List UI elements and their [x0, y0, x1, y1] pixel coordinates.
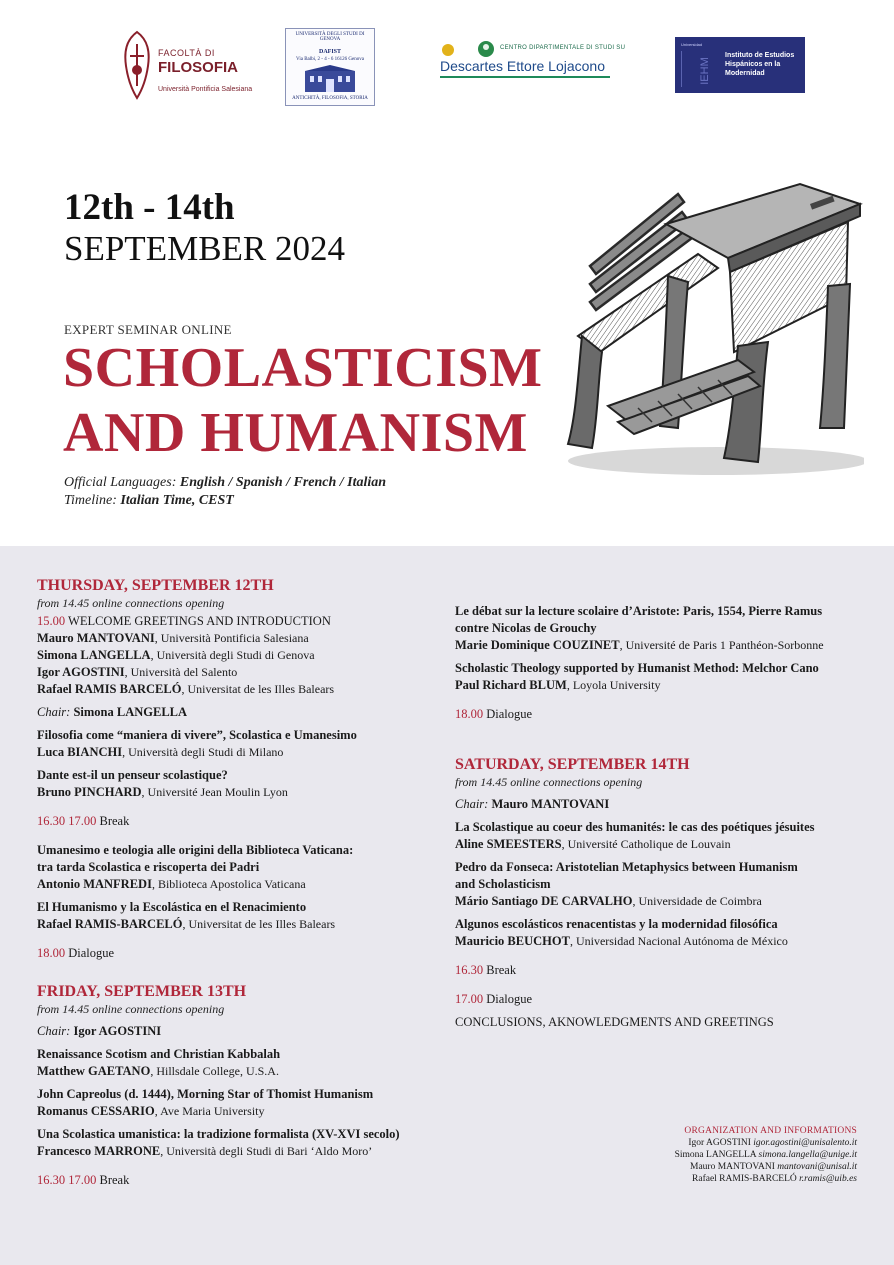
speaker-affiliation: , Università degli Studi di Genova: [150, 648, 315, 662]
talk-speaker-affiliation: , Loyola University: [566, 678, 661, 692]
thursday-dialogue: [37, 945, 447, 962]
logo4-mark-text: IEHM: [699, 57, 711, 85]
talk-speaker: [37, 1063, 447, 1080]
talk-speaker-affiliation: , Biblioteca Apostolica Vaticana: [151, 877, 306, 891]
talk-title-cont: tra tarda Scolastica e riscoperta dei Padri: [37, 860, 260, 874]
talk-speaker-name: Bruno PINCHARD: [37, 785, 142, 799]
talk-title-cont: and Scholasticism: [455, 877, 551, 891]
friday-break: [37, 1172, 447, 1189]
talk-speaker: [455, 933, 875, 950]
talk-speaker: [37, 876, 447, 893]
break-text: Break: [96, 1173, 130, 1187]
talk-speaker-affiliation: , Universidad Nacional Autónoma de México: [569, 934, 788, 948]
talk-speaker-name: Marie Dominique COUZINET: [455, 638, 620, 652]
timeline-label: Timeline:: [64, 493, 121, 508]
talk-speaker: [455, 893, 875, 910]
contact-row: [597, 1149, 857, 1161]
welcome-text: WELCOME GREETINGS AND INTRODUCTION: [65, 614, 331, 628]
logo4-line1: Universidad: [681, 42, 703, 47]
talk-speaker: [455, 677, 875, 694]
dialogue-time: 18.00: [455, 707, 484, 721]
talk-speaker: [455, 836, 875, 853]
talk-speaker-name: Romanus CESSARIO: [37, 1104, 155, 1118]
talk-speaker-affiliation: , Universidade de Coimbra: [632, 894, 762, 908]
speaker-name: Rafael RAMIS BARCELÓ: [37, 682, 182, 696]
talk-speaker-name: Aline SMEESTERS: [455, 837, 562, 851]
timeline-value: Italian Time, CEST: [120, 493, 234, 508]
talk-speaker-name: Paul Richard BLUM: [455, 678, 567, 692]
talk-title: Pedro da Fonseca: Aristotelian Metaphysics between Humanism: [455, 860, 798, 874]
break-time: 16.30: [455, 963, 484, 977]
speaker-name: Mauro MANTOVANI: [37, 631, 155, 645]
talk-speaker-affiliation: , Université de Paris 1 Panthéon-Sorbonne: [619, 638, 824, 652]
sun-portrait-icon: [440, 40, 498, 60]
saturday-title: SATURDAY, SEPTEMBER 14TH: [455, 756, 690, 773]
contact-row: [597, 1137, 857, 1149]
languages-label: Official Languages:: [64, 475, 180, 490]
timeline-line: [64, 493, 234, 509]
logo2-line3: Via Balbi, 2 - 4 - 6 16126 Genova: [296, 57, 364, 62]
talk-title: Algunos escolásticos renacentistas y la modernidad filosófica: [455, 917, 778, 931]
logo2-line4: ANTICHITÀ, FILOSOFIA, STORIA: [292, 96, 368, 101]
talk-speaker: [37, 744, 447, 761]
contact-name: Igor AGOSTINI: [688, 1138, 751, 1148]
talk-speaker-affiliation: , Hillsdale College, U.S.A.: [150, 1064, 279, 1078]
logo1-line2: FILOSOFIA: [158, 59, 238, 76]
organization-title: ORGANIZATION AND INFORMATIONS: [684, 1126, 857, 1136]
program-right-column: [455, 603, 875, 1031]
saturday-note: from 14.45 online connections opening: [455, 775, 643, 789]
talk-title: El Humanismo y la Escolástica en el Renacimiento: [37, 900, 307, 914]
chair-name: Igor AGOSTINI: [70, 1024, 162, 1038]
speaker-affiliation: , Università del Salento: [124, 665, 238, 679]
talk-speaker-name: Luca BIANCHI: [37, 745, 123, 759]
page-title-line2: AND HUMANISM: [63, 402, 528, 464]
logo4-line2: Instituto de Estudios Hispánicos en la Modernidad: [725, 52, 795, 77]
speaker-name: Simona LANGELLA: [37, 648, 151, 662]
building-icon: [304, 65, 356, 93]
welcome-time: 15.00: [37, 614, 66, 628]
dialogue-text: Dialogue: [483, 992, 533, 1006]
contact-name: Simona LANGELLA: [674, 1150, 757, 1160]
thursday-note: from 14.45 online connections opening: [37, 596, 225, 610]
logo-facolta-filosofia: [118, 28, 253, 106]
page-title-line1: SCHOLASTICISM: [63, 337, 543, 399]
talk-speaker-affiliation: , Universitat de les Illes Balears: [182, 917, 336, 931]
talk-speaker-affiliation: , Università degli Studi di Milano: [122, 745, 284, 759]
speaker-row: [37, 630, 447, 647]
chair-label: Chair:: [37, 705, 71, 719]
talk-title: Dante est-il un penseur scolastique?: [37, 768, 228, 782]
speaker-row: [37, 681, 447, 698]
talk-title: Renaissance Scotism and Christian Kabbalah: [37, 1047, 281, 1061]
talk-title: Scholastic Theology supported by Humanist Method: Melchor Cano: [455, 661, 819, 675]
languages-line: [64, 475, 386, 491]
talk-speaker-name: Antonio MANFREDI: [37, 877, 152, 891]
dialogue-text: Dialogue: [65, 946, 115, 960]
talk-speaker: [37, 1103, 447, 1120]
speaker-row: [37, 647, 447, 664]
crest-icon: [122, 30, 152, 100]
talk-title-cont: contre Nicolas de Grouchy: [455, 621, 597, 635]
contact-email[interactable]: igor.agostini@unisalento.it: [753, 1138, 857, 1148]
date-month: SEPTEMBER 2024: [64, 229, 346, 268]
logo1-line1: FACOLTÀ DI: [158, 48, 215, 58]
break-time: 16.30 17.00: [37, 814, 97, 828]
saturday-dialogue: [455, 991, 875, 1008]
talk-speaker: [37, 1143, 447, 1160]
date-days: 12th - 14th: [64, 187, 235, 228]
talk-title: Umanesimo e teologia alle origini della Biblioteca Vaticana:: [37, 843, 354, 857]
logo3-line1: CENTRO DIPARTIMENTALE DI STUDI SU: [500, 45, 626, 51]
speaker-affiliation: , Universitat de les Illes Balears: [181, 682, 335, 696]
thursday-welcome: [37, 613, 447, 630]
dialogue-text: Dialogue: [483, 707, 533, 721]
saturday-chair: [455, 796, 875, 813]
organization-block: [597, 1125, 857, 1185]
contact-row: [597, 1173, 857, 1185]
chair-name: Mauro MANTOVANI: [488, 797, 610, 811]
thursday-chair: [37, 704, 447, 721]
speaker-row: [37, 664, 447, 681]
logo-dafist: [285, 28, 375, 106]
friday-dialogue: [455, 706, 875, 723]
logo-iehm: [675, 37, 805, 93]
contact-name: Mauro MANTOVANI: [690, 1162, 775, 1172]
school-desk-engraving: [548, 176, 864, 482]
talk-title: John Capreolus (d. 1444), Morning Star of Thomist Humanism: [37, 1087, 374, 1101]
break-text: Break: [483, 963, 517, 977]
logo3-line2: Descartes Ettore Lojacono: [440, 58, 605, 74]
talk-speaker-affiliation: , Università degli Studi di Bari ‘Aldo Moro’: [160, 1144, 373, 1158]
contact-row: [597, 1161, 857, 1173]
talk-title: Una Scolastica umanistica: la tradizione formalista (XV-XVI secolo): [37, 1127, 400, 1141]
chair-label: Chair:: [37, 1024, 71, 1038]
closing-line: CONCLUSIONS, AKNOWLEDGMENTS AND GREETINGS: [455, 1015, 774, 1029]
talk-speaker-name: Matthew GAETANO: [37, 1064, 151, 1078]
talk-speaker: [37, 784, 447, 801]
talk-speaker-affiliation: , Ave Maria University: [154, 1104, 265, 1118]
break-text: Break: [96, 814, 130, 828]
logo1-line3: Università Pontificia Salesiana: [158, 86, 253, 93]
talk-title: Le débat sur la lecture scolaire d’Aristote: Paris, 1554, Pierre Ramus: [455, 604, 823, 618]
seminar-kicker: EXPERT SEMINAR ONLINE: [64, 322, 232, 337]
saturday-break: [455, 962, 875, 979]
friday-chair: [37, 1023, 447, 1040]
contact-email[interactable]: r.ramis@uib.es: [799, 1174, 857, 1184]
dialogue-time: 18.00: [37, 946, 66, 960]
languages-value: English / Spanish / French / Italian: [179, 475, 387, 490]
talk-speaker-name: Rafael RAMIS-BARCELÓ: [37, 917, 183, 931]
talk-speaker-name: Francesco MARRONE: [37, 1144, 161, 1158]
talk-title: La Scolastique au coeur des humanités: le cas des poétiques jésuites: [455, 820, 815, 834]
logo2-line1: UNIVERSITÀ DEGLI STUDI DI GENOVA: [295, 32, 365, 42]
thursday-title: THURSDAY, SEPTEMBER 12TH: [37, 577, 274, 594]
contact-email[interactable]: simona.langella@unige.it: [758, 1150, 857, 1160]
contact-email[interactable]: mantovani@unisal.it: [777, 1162, 857, 1172]
talk-speaker-affiliation: , Université Jean Moulin Lyon: [141, 785, 288, 799]
speaker-affiliation: , Università Pontificia Salesiana: [154, 631, 309, 645]
logo3-rule: [440, 76, 610, 78]
iehm-mark-icon: [686, 53, 714, 85]
talk-speaker: [37, 916, 447, 933]
friday-note: from 14.45 online connections opening: [37, 1002, 225, 1016]
logo4-mark: [681, 51, 716, 87]
chair-name: Simona LANGELLA: [70, 705, 188, 719]
thursday-break: [37, 813, 447, 830]
chair-label: Chair:: [455, 797, 489, 811]
talk-title: Filosofia come “maniera di vivere”, Scolastica e Umanesimo: [37, 728, 357, 742]
speaker-name: Igor AGOSTINI: [37, 665, 125, 679]
break-time: 16.30 17.00: [37, 1173, 97, 1187]
program-left-column: [37, 576, 447, 1189]
contact-name: Rafael RAMIS-BARCELÓ: [692, 1174, 797, 1184]
logo-descartes: [440, 40, 626, 88]
logo2-line2: DAFIST: [318, 49, 341, 55]
talk-speaker: [455, 637, 875, 654]
talk-speaker-name: Mário Santiago DE CARVALHO: [455, 894, 633, 908]
friday-title: FRIDAY, SEPTEMBER 13TH: [37, 983, 247, 1000]
dialogue-time: 17.00: [455, 992, 484, 1006]
talk-speaker-affiliation: , Université Catholique de Louvain: [561, 837, 731, 851]
talk-speaker-name: Mauricio BEUCHOT: [455, 934, 570, 948]
